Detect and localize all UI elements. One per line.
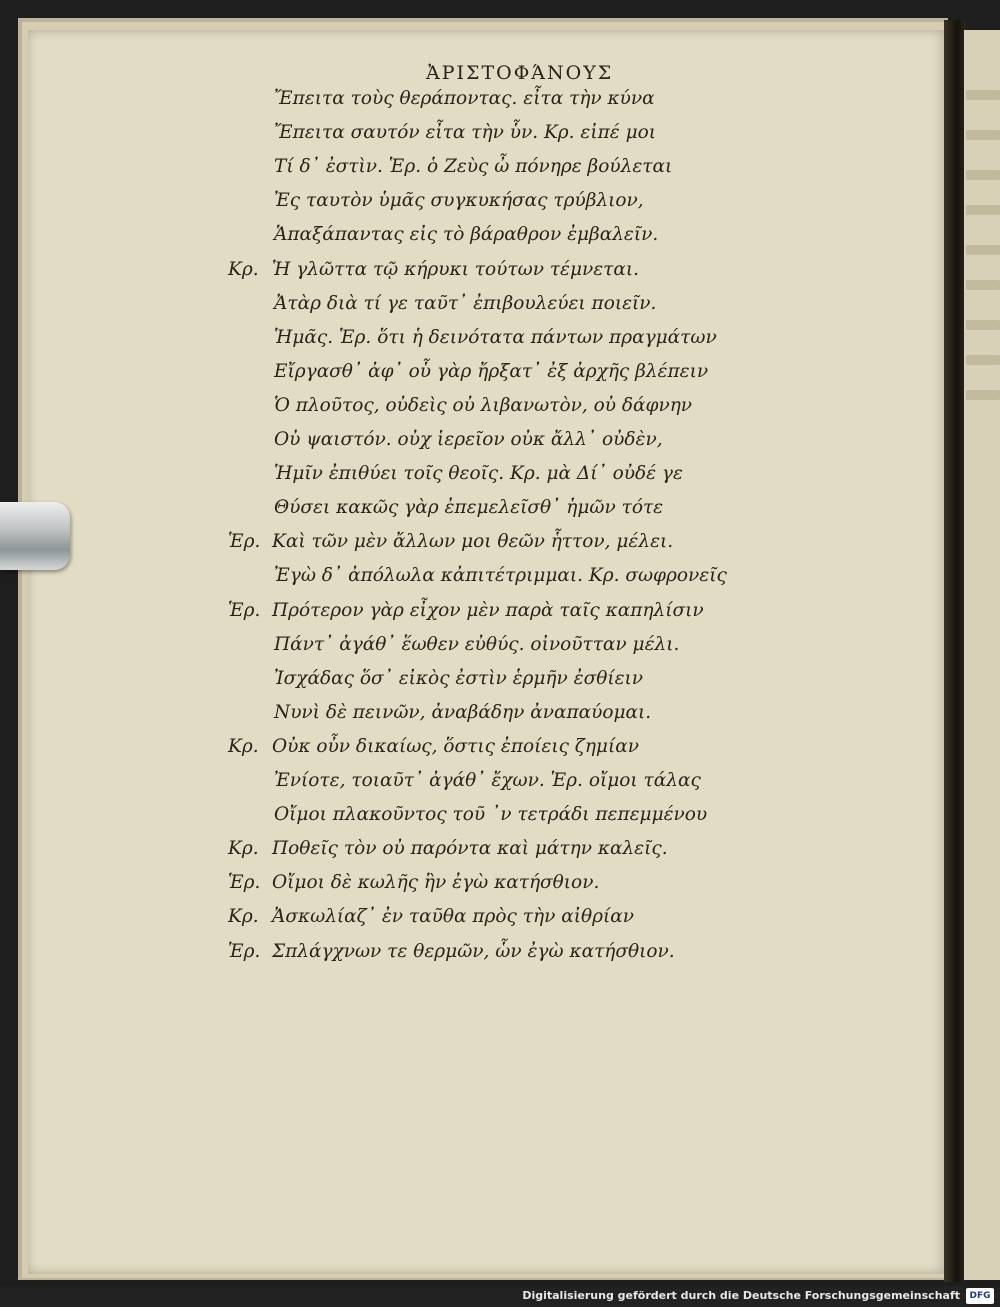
- verse-line: [0, 361, 940, 393]
- verse-text: Θύσει κακῶς γὰρ ἐπεμελεῖσθ᾽ ἡμῶν τότε: [274, 497, 664, 519]
- verse-line: [0, 872, 940, 904]
- verse-text: Οὐ ψαιστόν. οὐχ ἱερεῖον οὐκ ἄλλ᾽ οὐδὲν,: [274, 429, 663, 450]
- verse-line: [0, 565, 940, 597]
- verse-line: [0, 395, 940, 427]
- verse-line: [0, 941, 940, 973]
- verse-line: [0, 702, 940, 734]
- verse-text: Σπλάγχνων τε θερμῶν, ὧν ἐγὼ κατήσθιον.: [272, 940, 675, 962]
- verse-line: [0, 531, 940, 563]
- running-head: ἈΡΙΣΤΟΦΆΝΟΥΣ: [426, 62, 614, 84]
- verse-text: Ἡμῖν ἐπιθύει τοῖς θεοῖς. Κρ. μὰ Δί᾽ οὐδέ γε: [274, 463, 683, 485]
- verse-line: [0, 497, 940, 529]
- verse-text: Ἡ γλῶττα τῷ κήρυκι τούτων τέμνεται.: [272, 258, 640, 280]
- verse-text: Ἡμᾶς. Ἑρ. ὅτι ἡ δεινότατα πάντων πραγμάτων: [274, 326, 717, 348]
- speaker-label: Ἑρ.: [228, 872, 261, 894]
- verse-text: Οὐκ οὖν δικαίως, ὅστις ἐποίεις ζημίαν: [272, 735, 639, 757]
- verse-text: Ἔπειτα τοὺς θεράποντας. εἶτα τὴν κύνα: [274, 88, 655, 109]
- verse-line: [0, 224, 940, 256]
- speaker-label: Κρ.: [228, 258, 259, 280]
- verse-line: [0, 327, 940, 359]
- verse-line: [0, 770, 940, 802]
- verse-text: Ἀσκωλίαζ᾽ ἐν ταῦθα πρὸς τὴν αἰθρίαν: [272, 906, 634, 928]
- verse-text: Εἴργασθ᾽ ἀφ᾽ οὗ γὰρ ἤρξατ᾽ ἐξ ἀρχῆς βλέπειν: [274, 360, 709, 382]
- verse-text: Ἁπαξάπαντας εἰς τὸ βάραθρον ἐμβαλεῖν.: [274, 224, 659, 246]
- verse-line: [0, 88, 940, 120]
- verse-line: [0, 122, 940, 154]
- book-gutter: [944, 20, 966, 1282]
- digitization-footer: [0, 1286, 1000, 1307]
- verse-line: [0, 804, 940, 836]
- verse-text: Ἐγὼ δ᾽ ἀπόλωλα κἀπιτέτριμμαι. Κρ. σωφρονεῖς: [274, 565, 727, 587]
- footer-credit: Digitalisierung gefördert durch die Deutsche Forschungsgemeinschaft: [522, 1289, 960, 1302]
- speaker-label: Κρ.: [228, 838, 259, 860]
- speaker-label: Ἑρ.: [228, 940, 261, 962]
- verse-line: [0, 429, 940, 461]
- verse-line: [0, 156, 940, 188]
- verse-text: Οἴμοι πλακοῦντος τοῦ ᾽ν τετράδι πεπεμμένου: [274, 804, 708, 826]
- verse-line: [0, 838, 940, 870]
- verse-line: [0, 668, 940, 700]
- verse-text: Ἔπειτα σαυτόν εἶτα τὴν ὗν. Κρ. εἰπέ μοι: [274, 122, 656, 144]
- verse-text: Ἀτὰρ διὰ τί γε ταῦτ᾽ ἐπιβουλεύει ποιεῖν.: [274, 292, 657, 314]
- dfg-logo: DFG: [966, 1288, 994, 1304]
- verse-line: [0, 190, 940, 222]
- verse-text: Πρότερον γὰρ εἶχον μὲν παρὰ ταῖς καπηλίσιν: [272, 599, 704, 621]
- verse-line: [0, 906, 940, 938]
- verse-line: [0, 259, 940, 291]
- verse-line: [0, 736, 940, 768]
- verse-text: Τί δ᾽ ἐστὶν. Ἑρ. ὁ Ζεὺς ὦ πόνηρε βούλεται: [274, 156, 673, 178]
- verse-line: [0, 600, 940, 632]
- speaker-label: Κρ.: [228, 906, 259, 928]
- speaker-label: Ἑρ.: [228, 531, 261, 553]
- verse-line: [0, 293, 940, 325]
- verse-line: [0, 463, 940, 495]
- verse-text: Ὁ πλοῦτος, οὐδεὶς οὐ λιβανωτὸν, οὐ δάφνην: [274, 394, 693, 416]
- speaker-label: Ἑρ.: [228, 599, 261, 621]
- verse-text: Νυνὶ δὲ πεινῶν, ἀναβάδην ἀναπαύομαι.: [274, 701, 652, 723]
- facing-page-edge: [964, 30, 1000, 1280]
- verse-text: Καὶ τῶν μὲν ἄλλων μοι θεῶν ἧττον, μέλει.: [272, 531, 674, 553]
- verse-text: Οἴμοι δὲ κωλῆς ἣν ἐγὼ κατήσθιον.: [272, 872, 600, 894]
- verse-text: Ποθεῖς τὸν οὐ παρόντα καὶ μάτην καλεῖς.: [272, 838, 668, 860]
- verse-text: Ἐνίοτε, τοιαῦτ᾽ ἀγάθ᾽ ἔχων. Ἑρ. οἴμοι τάλας: [274, 770, 701, 791]
- verse-text: Ἐς ταυτὸν ὑμᾶς συγκυκήσας τρύβλιον,: [274, 190, 644, 212]
- verse-text: Ἰσχάδας ὅσ᾽ εἰκὸς ἐστὶν ἑρμῆν ἐσθίειν: [274, 667, 644, 689]
- verse-text: Πάντ᾽ ἀγάθ᾽ ἕωθεν εὐθύς. οἰνοῦτταν μέλι.: [274, 633, 680, 655]
- speaker-label: Κρ.: [228, 735, 259, 757]
- verse-line: [0, 634, 940, 666]
